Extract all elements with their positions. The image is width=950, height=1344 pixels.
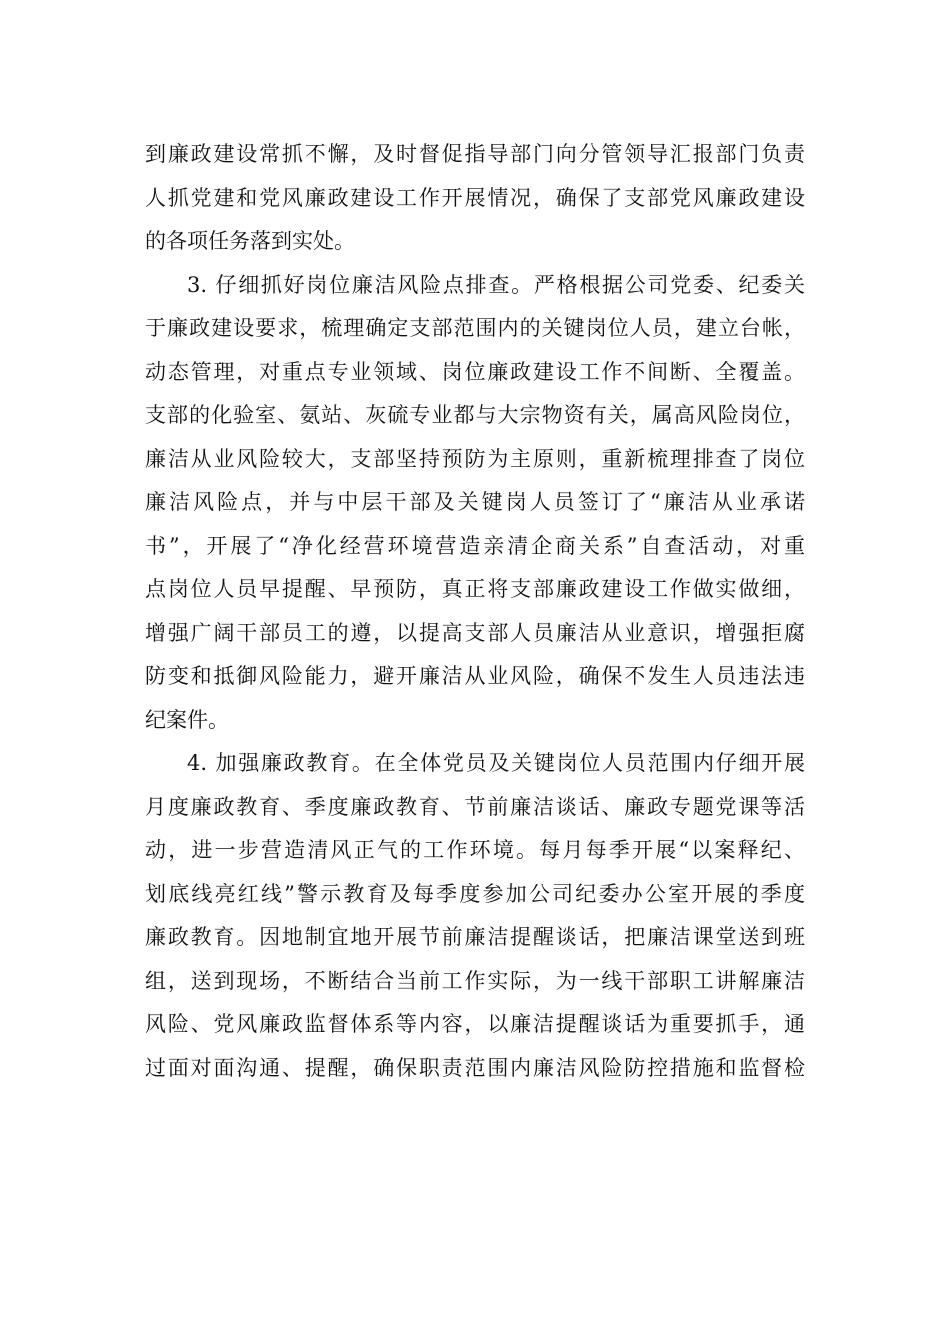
text-line: 组，送到现场，不断结合当前工作实际，为一线干部职工讲解廉洁 <box>145 968 805 993</box>
text-line: 3. 仔细抓好岗位廉洁风险点排查。严格根据公司党委、纪委关 <box>187 272 805 297</box>
text-line: 到廉政建设常抓不懈，及时督促指导部门向分管领导汇报部门负责 <box>145 142 805 166</box>
text-line: 动，进一步营造清风正气的工作环境。每月每季开展“以案释纪、 <box>145 838 805 862</box>
text-line: 防变和抵御风险能力，避开廉洁从业风险，确保不发生人员违法违 <box>145 664 805 688</box>
text-line: 的各项任务落到实处。 <box>145 229 355 253</box>
text-line: 增强广阔干部员工的遵，以提高支部人员廉洁从业意识，增强拒腐 <box>145 620 805 645</box>
text-line: 廉洁风险点，并与中层干部及关键岗人员签订了“廉洁从业承诺 <box>145 490 805 514</box>
text-line: 廉政教育。因地制宜地开展节前廉洁提醒谈话，把廉洁课堂送到班 <box>145 925 805 949</box>
text-line: 过面对面沟通、提醒，确保职责范围内廉洁风险防控措施和监督检 <box>145 1055 805 1080</box>
text-line: 月度廉政教育、季度廉政教育、节前廉洁谈话、廉政专题党课等活 <box>145 794 805 819</box>
text-line: 人抓党建和党风廉政建设工作开展情况，确保了支部党风廉政建设 <box>145 185 805 210</box>
document-body <box>145 133 805 1090</box>
text-line: 书”，开展了“净化经营环境营造亲清企商关系”自查活动，对重 <box>145 533 805 558</box>
text-line: 点岗位人员早提醒、早预防，真正将支部廉政建设工作做实做细， <box>145 577 805 601</box>
text-line: 风险、党风廉政监督体系等内容，以廉洁提醒谈话为重要抓手，通 <box>145 1012 805 1036</box>
text-line: 支部的化验室、氨站、灰硫专业都与大宗物资有关，属高风险岗位， <box>145 403 805 427</box>
text-line: 纪案件。 <box>145 707 229 732</box>
text-line: 划底线亮红线”警示教育及每季度参加公司纪委办公室开展的季度 <box>145 881 805 906</box>
text-line: 动态管理，对重点专业领域、岗位廉政建设工作不间断、全覆盖。 <box>145 359 805 384</box>
text-line: 于廉政建设要求，梳理确定支部范围内的关键岗位人员，建立台帐， <box>145 316 805 340</box>
text-line: 廉洁从业风险较大，支部坚持预防为主原则，重新梳理排查了岗位 <box>145 446 805 471</box>
text-line: 4. 加强廉政教育。在全体党员及关键岗位人员范围内仔细开展 <box>187 751 805 775</box>
